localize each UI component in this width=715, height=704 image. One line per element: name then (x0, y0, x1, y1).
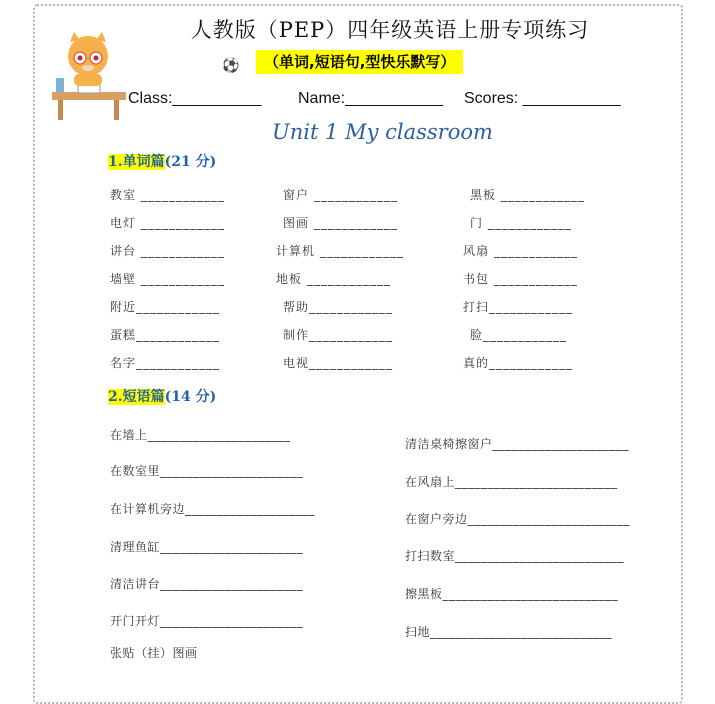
vocab-item: 帮助____________ (283, 300, 394, 314)
scores-field: Scores: ___________ (464, 90, 621, 107)
phrase-item: 张贴（挂）图画 (110, 646, 198, 660)
vocab-item: 电视____________ (283, 356, 394, 370)
section-index: 2. (108, 389, 123, 405)
phrase-item: 擦黑板___________________________ (405, 587, 619, 601)
vocab-item: 脸____________ (470, 328, 568, 342)
vocab-item: 名字____________ (110, 356, 221, 370)
vocab-item: 真的____________ (463, 356, 574, 370)
vocab-item: 书包 ____________ (463, 272, 578, 286)
phrase-item: 清理鱼缸______________________ (110, 540, 304, 554)
vocab-item: 附近____________ (110, 300, 221, 314)
section-points: (21 分) (164, 154, 217, 170)
vocab-item: 黑板 ____________ (470, 188, 585, 202)
vocab-item: 图画 ____________ (283, 216, 398, 230)
unit-title: Unit 1 My classroom (272, 120, 493, 144)
vocab-item: 墙壁 ____________ (110, 272, 225, 286)
vocab-item: 制作____________ (283, 328, 394, 342)
vocab-item: 门 ____________ (470, 216, 572, 230)
section-title: 单词篇 (122, 154, 165, 170)
vocab-item: 电灯 ____________ (110, 216, 225, 230)
vocab-item: 计算机 ____________ (276, 244, 404, 258)
class-field: Class:__________ (128, 90, 262, 107)
phrase-item: 在墙上______________________ (110, 428, 291, 442)
section-index: 1. (108, 154, 123, 170)
phrase-item: 在数室里______________________ (110, 464, 304, 478)
vocab-item: 地板 ____________ (276, 272, 391, 286)
vocab-item: 风扇 ____________ (463, 244, 578, 258)
phrase-item: 在窗户旁边_________________________ (405, 512, 631, 526)
phrase-item: 打扫数室__________________________ (405, 549, 625, 563)
section-title: 短语篇 (122, 389, 165, 405)
section-heading-vocabulary (108, 151, 216, 171)
phrase-item: 开门开灯______________________ (110, 614, 304, 628)
vocab-item: 窗户 ____________ (283, 188, 398, 202)
vocab-item: 打扫____________ (463, 300, 574, 314)
phrase-item: 清洁桌椅擦窗户_____________________ (405, 437, 630, 451)
vocab-item: 讲台 ____________ (110, 244, 225, 258)
worksheet-subtitle: （单词,短语句,型快乐默写） (256, 50, 463, 74)
phrase-item: 在风扇上_________________________ (405, 475, 618, 489)
soccer-ball-icon: ⚽ (222, 58, 240, 74)
worksheet-title: 人教版（PEP）四年级英语上册专项练习 (190, 18, 590, 42)
tiger-mascot-illustration (48, 30, 130, 122)
name-field: Name:___________ (298, 90, 444, 107)
student-info-line (128, 90, 621, 108)
phrase-item: 在计算机旁边____________________ (110, 502, 316, 516)
vocab-item: 蛋糕____________ (110, 328, 221, 342)
section-points: (14 分) (164, 389, 217, 405)
vocab-item: 教室 ____________ (110, 188, 225, 202)
phrase-item: 清洁讲台______________________ (110, 577, 304, 591)
section-heading-phrases (108, 386, 216, 406)
phrase-item: 扫地____________________________ (405, 625, 613, 639)
